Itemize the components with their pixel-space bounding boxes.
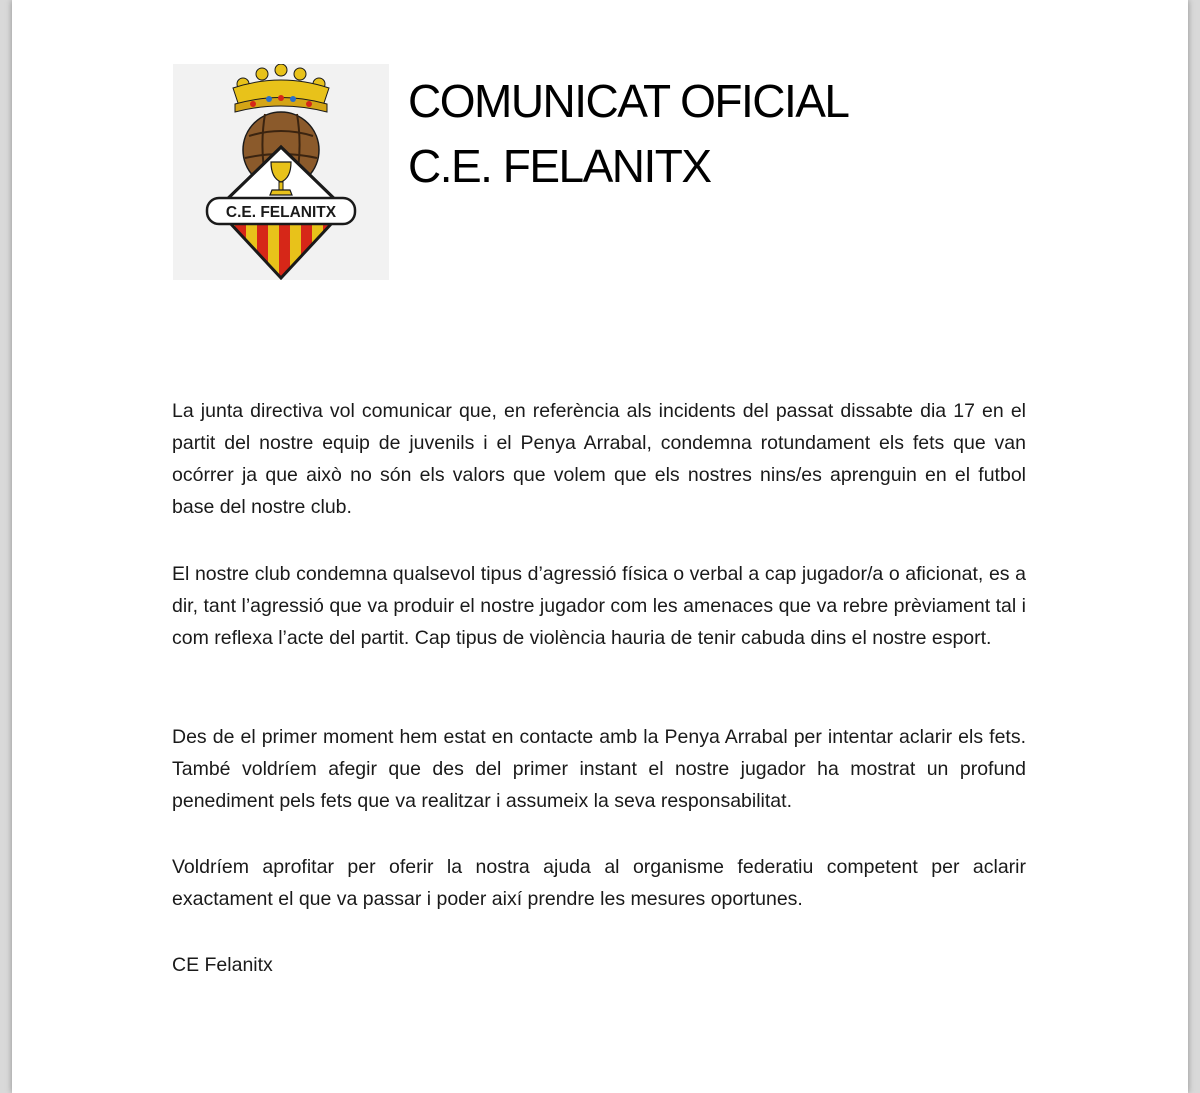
crown-icon xyxy=(233,64,329,112)
page-title-line-2: C.E. FELANITX xyxy=(408,140,711,192)
crest-banner-text: C.E. FELANITX xyxy=(225,204,337,221)
signature: CE Felanitx xyxy=(172,954,273,976)
page-title-line-1: COMUNICAT OFICIAL xyxy=(408,75,849,127)
paragraph-1: La junta directiva vol comunicar que, en referència als incidents del passat dissabte dia 17 en el partit del nostre equip de juvenils i el Penya Arrabal, condemna rotundament els fets que van ocórrer ja que això no són els valors que volem que els nostres nins/es aprenguin en el futbol base del nostre club. xyxy=(172,400,1026,518)
club-crest-logo xyxy=(173,64,389,280)
paragraph-2: El nostre club condemna qualsevol tipus d’agressió física o verbal a cap jugador/a o aficionat, es a dir, tant l’agressió que va produir el nostre jugador com les amenaces que va rebre prèviament tal i com reflexa l’acte del partit. Cap tipus de violència hauria de tenir cabuda dins el nostre esport. xyxy=(172,563,1026,649)
paragraph-4: Voldríem aprofitar per oferir la nostra ajuda al organisme federatiu competent per aclarir exactament el que va passar i poder així prendre les mesures oportunes. xyxy=(172,856,1026,910)
paragraph-3: Des de el primer moment hem estat en contacte amb la Penya Arrabal per intentar aclarir els fets. També voldríem afegir que des del primer instant el nostre jugador ha mostrat un profund penediment pels fets que va realitzar i assumeix la seva responsabilitat. xyxy=(172,726,1026,812)
crest-icon xyxy=(173,64,389,280)
document-page xyxy=(12,0,1188,1093)
